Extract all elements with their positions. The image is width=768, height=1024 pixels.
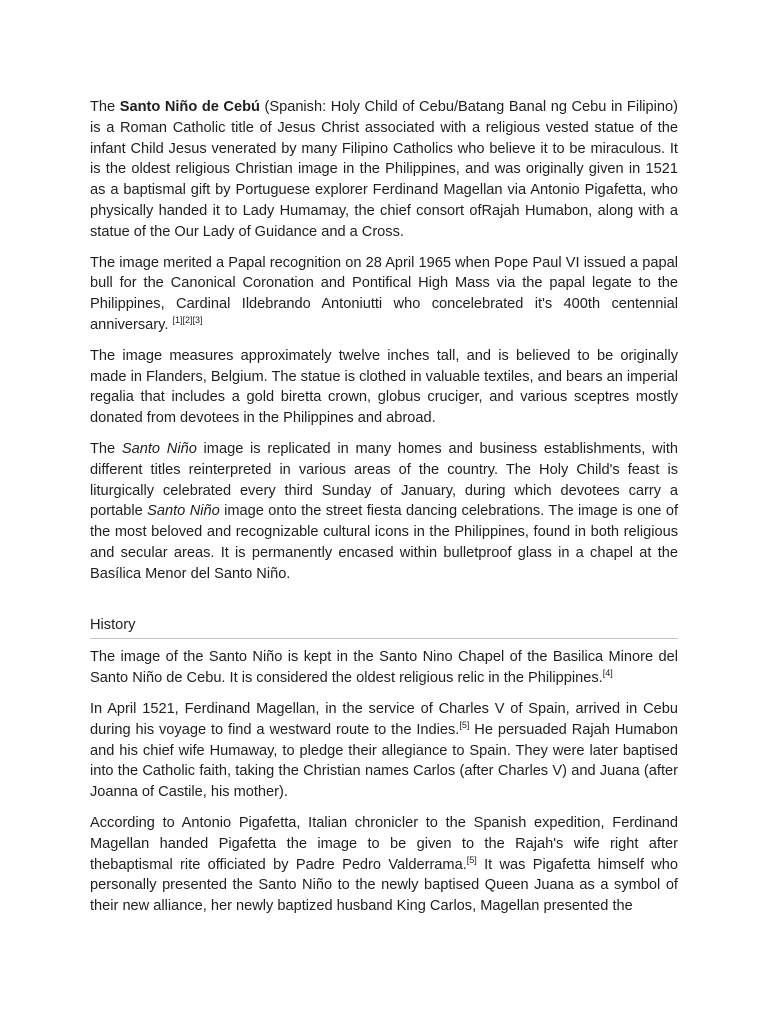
text-run: Santo Niño <box>121 440 197 457</box>
text-run: The image measures approximately twelve inches tall, and is believed to be originally made in Flanders, Belgium. The statue is clothed in valuable textiles, and bears an imperial regalia that includes a gold biretta crown, globus cruciger, and various sceptres mostly donated from devotees in the Philippines and abroad. <box>90 347 678 427</box>
citation-ref[interactable]: [5] <box>466 854 477 865</box>
text-run: image onto the street fiesta dancing celebrations. The image is one of the most beloved and recognizable cultural icons in the Philippines, found in both religious and secular areas. It is permanently encased within bulletproof glass in a chapel at the Basílica Menor del Santo Niño. <box>90 503 678 582</box>
citation-ref[interactable]: [1][2][3] <box>172 315 203 326</box>
text-run: According to Antonio Pigafetta, Italian chronicler to the Spanish expedition, Ferdinand Magellan handed Pigafetta the image to be given to the Rajah's wife right after thebaptismal rite officiated by Padre Pedro Valderrama. <box>90 814 678 873</box>
document-page <box>90 97 678 927</box>
intro-section <box>90 97 678 585</box>
text-run: image is replicated in many homes and business establishments, with different titles reinterpreted in various areas of the country. The Holy Child's feast is liturgically celebrated every third Sunday of January, during which devotees carry a portable <box>90 440 678 520</box>
text-run: In April 1521, Ferdinand Magellan, in the service of Charles V of Spain, arrived in Cebu during his voyage to find a westward route to the Indies. <box>90 700 678 738</box>
text-run: The image merited a Papal recognition on 28 April 1965 when Pope Paul VI issued a papal bull for the Canonical Coronation and Pontifical High Mass via the papal legate to the Philippines, Cardinal Ildebrando Antoniutti who concelebrated it's 400th centennial anniversary. <box>90 254 678 333</box>
text-run: The image of the Santo Niño is kept in the Santo Nino Chapel of the Basilica Minore del Santo Niño de Cebu. It is considered the oldest religious relic in the Philippines. <box>90 649 678 687</box>
paragraph-p4 <box>90 439 678 585</box>
history-heading-wrap <box>90 615 678 640</box>
text-run: Santo Niño de Cebú <box>119 99 260 115</box>
text-run: He persuaded Rajah Humabon and his chief wife Humaway, to pledge their allegiance to Spain. They were later baptised into the Catholic faith, taking the Christian names Carlos (after Charles V) and Juana (after Joanna of Castile, his mother). <box>90 721 678 801</box>
paragraph-h1 <box>90 647 678 689</box>
text-run: Santo Niño <box>147 503 220 520</box>
section-heading-history: History <box>90 616 136 633</box>
paragraph-p2 <box>90 253 678 336</box>
history-section <box>90 647 678 917</box>
paragraph-h2 <box>90 699 678 803</box>
text-run: It was Pigafetta himself who personally presented the Santo Niño to the newly baptised Queen Juana as a symbol of their new alliance, her newly baptized husband King Carlos, Magellan presented the <box>90 856 678 915</box>
citation-ref[interactable]: [5] <box>459 719 470 730</box>
text-run: (Spanish: Holy Child of Cebu/Batang Banal ng Cebu in Filipino) is a Roman Catholic title of Jesus Christ associated with a religious vested statue of the infant Child Jesus venerated by many Filipino Catholics who believe it to be miraculous. It is the oldest religious Christian image in the Philippines, and was originally given in 1521 as a baptismal gift by Portuguese explorer Ferdinand Magellan via Antonio Pigafetta, who physically handed it to Lady Humamay, the chief consort ofRajah Humabon, along with a statue of the Our Lady of Guidance and a Cross. <box>90 99 679 240</box>
paragraph-p1 <box>90 97 678 243</box>
paragraph-h3 <box>90 813 678 917</box>
citation-ref[interactable]: [4] <box>602 668 613 679</box>
text-run: The <box>90 99 120 115</box>
paragraph-p3 <box>90 346 678 429</box>
text-run: The <box>90 440 122 457</box>
